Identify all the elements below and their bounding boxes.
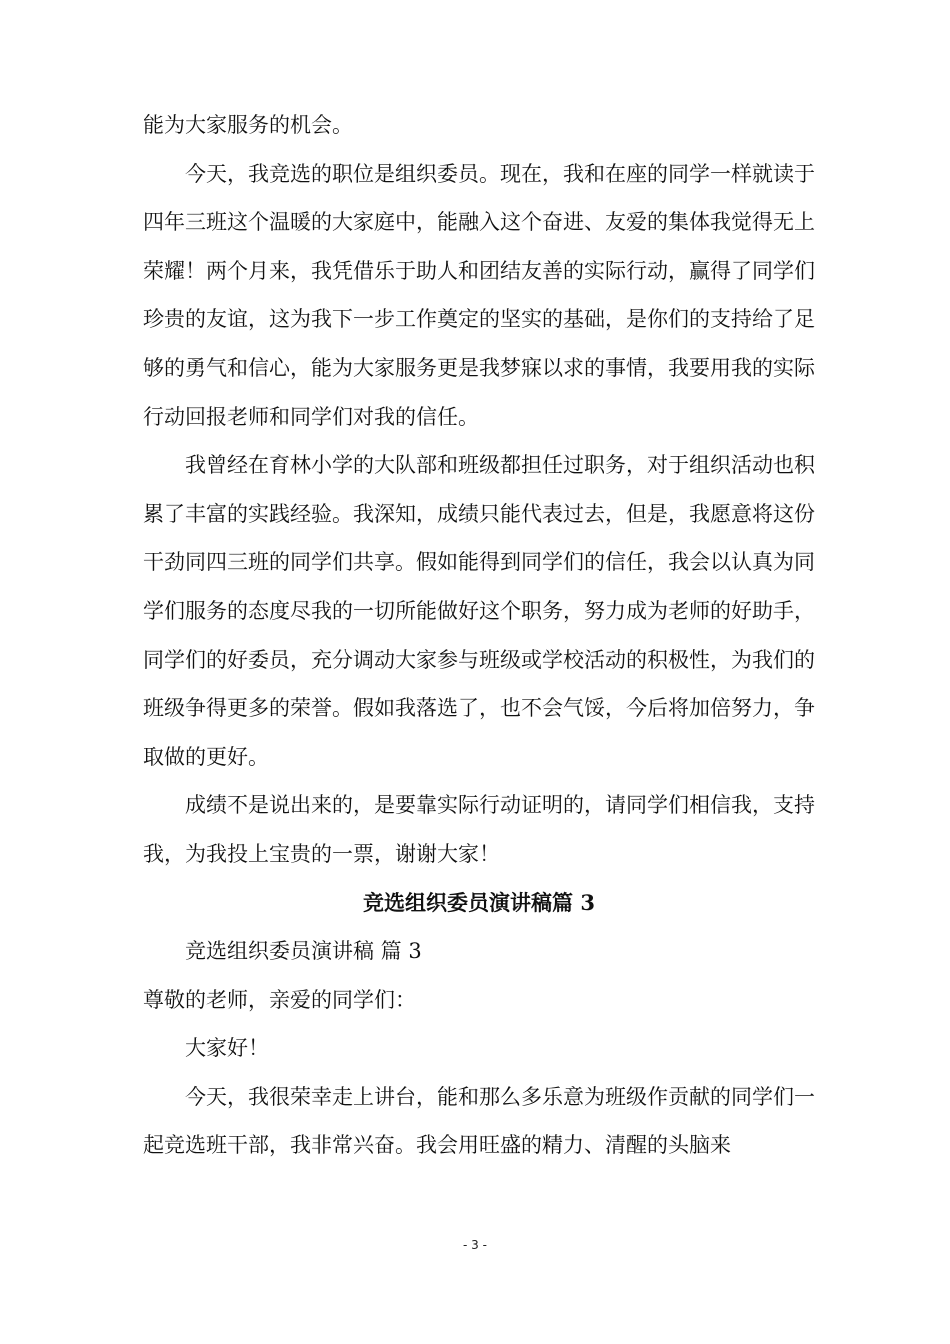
paragraph-continuation: 能为大家服务的机会。 — [143, 113, 353, 137]
section-heading: 竞选组织委员演讲稿篇 3 — [363, 889, 595, 915]
paragraph-closing: 成绩不是说出来的，是要靠实际行动证明的，请同学们相信我，支持我，为我投上宝贵的一票，谢谢大家！ — [143, 793, 815, 866]
document-body — [143, 101, 815, 1170]
paragraph-salutation: 尊敬的老师，亲爱的同学们： — [143, 987, 416, 1012]
paragraph-position-intro: 今天，我竞选的职位是组织委员。现在，我和在座的同学一样就读于四年三班这个温暖的大家庭中，能融入这个奋进、友爱的集体我觉得无上荣耀！两个月来，我凭借乐于助人和团结友善的实际行动，赢得了同学们珍贵的友谊，这为我下一步工作奠定的坚实的基础，是你们的支持给了足够的勇气和信心，能为大家服务更是我梦寐以求的事情，我要用我的实际行动回报老师和同学们对我的信任。 — [143, 161, 815, 429]
paragraph-experience: 我曾经在育林小学的大队部和班级都担任过职务，对于组织活动也积累了丰富的实践经验。我深知，成绩只能代表过去，但是，我愿意将这份干劲同四三班的同学们共享。假如能得到同学们的信任，我会以认真为同学们服务的态度尽我的一切所能做好这个职务，努力成为老师的好助手，同学们的好委员，充分调动大家参与班级或学校活动的积极性，为我们的班级争得更多的荣誉。假如我落选了，也不会气馁，今后将加倍努力，争取做的更好。 — [143, 453, 815, 769]
paragraph-greeting: 大家好！ — [185, 1036, 269, 1061]
page-number: - 3 - — [463, 1238, 487, 1252]
paragraph-speech-opening: 今天，我很荣幸走上讲台，能和那么多乐意为班级作贡献的同学们一起竞选班干部，我非常兴奋。我会用旺盛的精力、清醒的头脑来 — [143, 1084, 815, 1158]
paragraph-subtitle: 竞选组织委员演讲稿 篇 3 — [185, 939, 422, 964]
